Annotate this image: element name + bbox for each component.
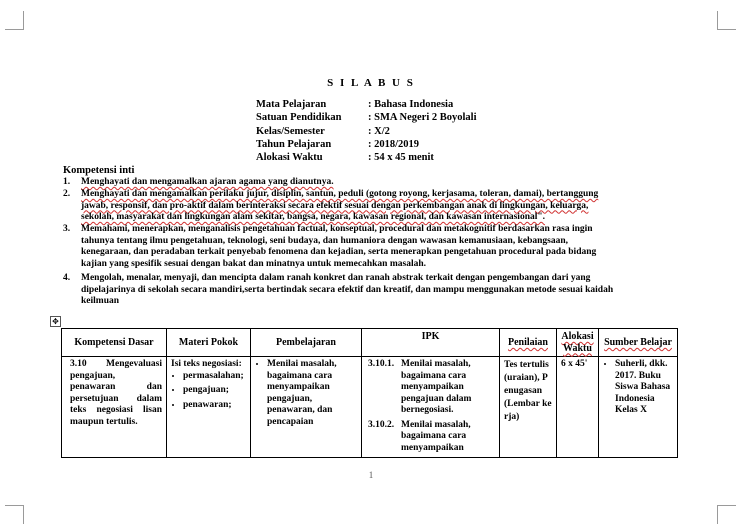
ki-number: 2. <box>63 189 71 199</box>
meta-value-kelas-semester: : X/2 <box>368 126 390 137</box>
cell-kompetensi-dasar: 3.10 Mengevaluasi pengajuan, penawaran dan persetujuan dalam teks negosiasi lisan maupun tertulis. <box>62 357 167 458</box>
cell-materi-pokok <box>167 357 251 458</box>
header-kompetensi-dasar: Kompetensi Dasar <box>62 329 167 357</box>
ki-line: kajian yang spesifik sesuai dengan bakat dan minatnya untuk memecahkan masalah. <box>81 258 426 269</box>
list-item: • penawaran; <box>183 400 246 412</box>
header-materi-pokok: Materi Pokok <box>167 329 251 357</box>
margin-corner-top-right <box>717 11 736 30</box>
ipk-text: Menilai masalah, bagaimana cara menyampaikan pengajuan dalam bernegosiasi. <box>401 359 472 415</box>
ki-number: 3. <box>63 224 71 234</box>
ipk-clip <box>368 359 497 455</box>
ki-line: sekolah, masyarakat dan lingkungan alam sekitar, bangsa, negara, kawasan regional, dan kawasan internasional". <box>81 212 546 222</box>
ki-number: 4. <box>63 273 71 283</box>
list-item: • permasalahan; <box>183 371 246 383</box>
table-move-handle-icon[interactable]: ✥ <box>50 316 61 327</box>
header-pembelajaran: Pembelajaran <box>251 329 362 357</box>
ki-line: Menghayati dan mengamalkan perilaku jujur, disiplin, santun, peduli (gotong royong, kerjasama, toleran, damai), bertanggung <box>81 189 599 199</box>
meta-value-mata-pelajaran: : Bahasa Indonesia <box>368 99 454 110</box>
ki-line: Memahami, menerapkan, menganalisis pengetahuan factual, konseptual, procedural dan metakognitif berdasarkan rasa ingin <box>81 224 593 234</box>
ki-item-4 <box>63 273 703 309</box>
materi-list <box>171 371 246 412</box>
ki-line: Menghayati dan mengamalkan ajaran agama yang dianutnya. <box>81 177 334 187</box>
ki-line: jawab, responsif, dan pro-aktif dalam berinteraksi secara efektif sesuai dengan perkembangan anak di lingkungan, keluarga, <box>81 200 589 211</box>
header-penilaian: Penilaian <box>500 329 557 357</box>
kompetensi-inti-heading: Kompetensi inti <box>63 165 135 176</box>
ki-item-2 <box>63 189 703 225</box>
meta-label-tahun-pelajaran: Tahun Pelajaran <box>256 139 332 150</box>
meta-value-satuan-pendidikan: : SMA Negeri 2 Boyolali <box>368 112 477 123</box>
cell-pembelajaran <box>251 357 362 458</box>
ki-line: keilmuan <box>81 296 120 306</box>
ipk-item <box>368 359 497 417</box>
meta-value-tahun-pelajaran: : 2018/2019 <box>368 139 420 150</box>
ipk-item <box>368 420 497 455</box>
margin-corner-bottom-left <box>5 505 24 524</box>
cell-ipk <box>362 357 500 458</box>
sumber-list <box>603 359 673 417</box>
ki-line: kenegaraan, dan peradaban terkait penyebab fenomena dan kejadian, serta menerapkan pengetahuan procedural pada bidang <box>81 247 597 257</box>
list-item: • pengajuan; <box>183 385 246 397</box>
ki-line: tahunya tentang ilmu pengetahuan, teknologi, seni budaya, dan humaniora dengan wawasan kemanusiaan, kebangsaan, <box>81 235 569 246</box>
header-sumber-belajar: Sumber Belajar <box>599 329 678 357</box>
ipk-number: 3.10.2. <box>368 419 395 430</box>
meta-value-alokasi-waktu: : 54 x 45 menit <box>368 152 434 163</box>
ki-item-1 <box>63 177 683 189</box>
page-number: 1 <box>368 470 374 480</box>
meta-label-satuan-pendidikan: Satuan Pendidikan <box>256 112 342 123</box>
syllabus-table <box>61 328 678 458</box>
header-alokasi-waktu: Alokasi Waktu <box>557 329 599 357</box>
ki-line: Mengolah, menalar, menyaji, dan mencipta dalam ranah konkret dan ranah abstrak terkait dengan pengembangan dari yang <box>81 273 591 283</box>
cell-sumber-belajar <box>599 357 678 458</box>
ki-item-3 <box>63 224 703 272</box>
materi-intro: Isi teks negosiasi: <box>171 359 242 369</box>
pembelajaran-list <box>255 359 357 428</box>
meta-label-mata-pelajaran: Mata Pelajaran <box>256 99 327 110</box>
ipk-text: Menilai masalah, bagaimana cara menyampaikan <box>401 419 471 453</box>
ki-number: 1. <box>63 177 71 187</box>
margin-corner-top-left <box>5 11 24 30</box>
cell-alokasi: 6 x 45' <box>557 357 599 458</box>
list-item: • Menilai masalah, bagaimana cara menyampaikan pengajuan, penawaran, dan pencapaian <box>267 359 357 428</box>
ki-line: dipelajarinya di sekolah secara mandiri,serta bertindak secara efektif dan kreatif, dan mampu menggunakan metode sesuai kaidah <box>81 284 614 295</box>
table-header-row <box>62 329 678 357</box>
document-title: S I L A B U S <box>327 77 415 89</box>
list-item: • Suherli, dkk. 2017. Buku Siswa Bahasa Indonesia Kelas X <box>615 359 673 417</box>
header-ipk: IPK <box>362 329 500 357</box>
margin-corner-bottom-right <box>717 505 736 524</box>
meta-label-kelas-semester: Kelas/Semester <box>256 126 325 137</box>
table-row <box>62 357 678 458</box>
meta-label-alokasi-waktu: Alokasi Waktu <box>256 152 323 163</box>
cell-penilaian: Tes tertulis (uraian), Penugasan (Lembar kerja) <box>500 357 557 458</box>
ipk-number: 3.10.1. <box>368 359 395 369</box>
